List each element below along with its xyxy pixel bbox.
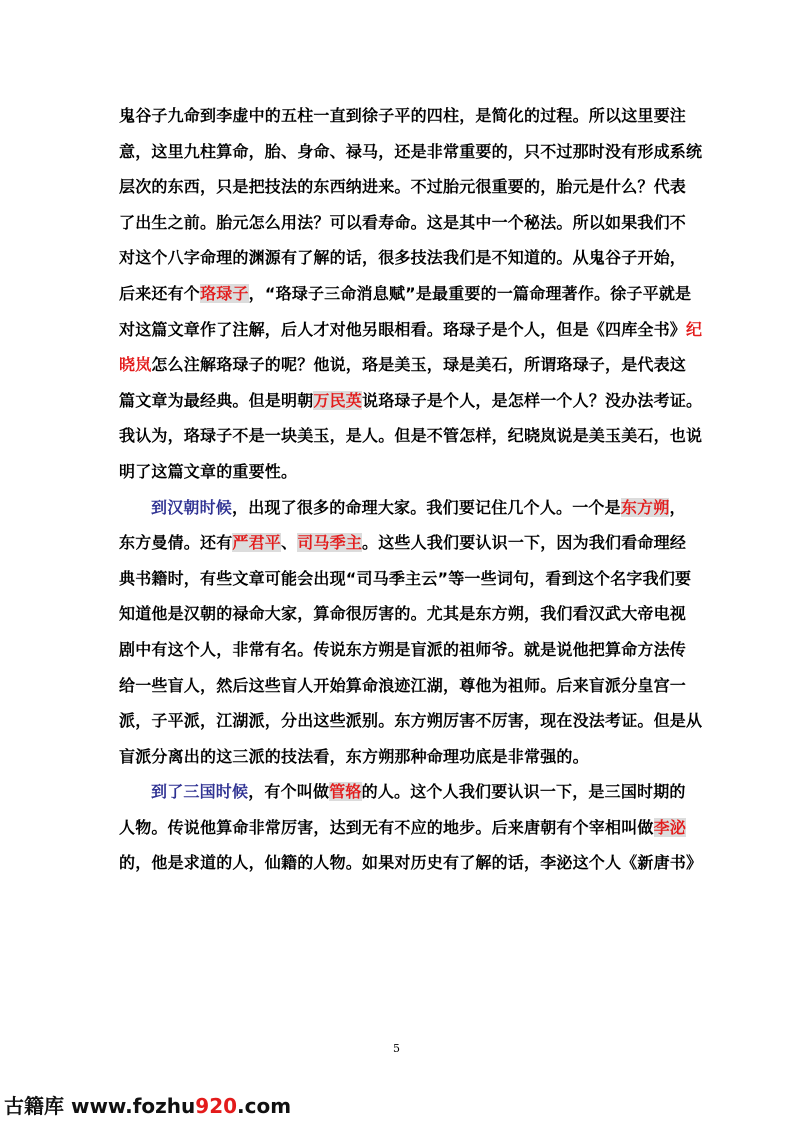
site-url: www.fozhu920.com [70, 1094, 292, 1118]
highlighted-name: 万民英 [313, 390, 363, 410]
text-line [119, 739, 681, 775]
text-segment: 对这个八字命理的渊源有了解的话，很多技法我们是不知道的。从鬼谷子开始， [119, 248, 687, 268]
text-segment: 篇文章为最经典。但是明朝 [119, 390, 314, 410]
text-segment: 意，这里九柱算命，胎、身命、禄马，还是非常重要的，只不过那时没有形成系统 [119, 141, 703, 161]
site-watermark [4, 1090, 291, 1119]
highlighted-name: 管辂 [329, 782, 362, 802]
text-line [119, 347, 687, 383]
text-segment: 的人。这个人我们要认识一下，是三国时期的 [361, 782, 686, 802]
text-line [119, 98, 687, 134]
text-line [119, 169, 687, 205]
text-segment: 后来还有个 [119, 283, 201, 303]
text-segment: 了出生之前。胎元怎么用法？可以看寿命。这是其中一个秘法。所以如果我们不 [119, 212, 687, 232]
body-text [119, 98, 703, 881]
colored-text: 到汉朝时候 [151, 497, 233, 517]
text-segment: 鬼谷子九命到李虚中的五柱一直到徐子平的四柱，是简化的过程。所以这里要注 [119, 106, 687, 125]
text-line [119, 205, 687, 241]
paragraph [119, 490, 703, 775]
paragraph [119, 98, 703, 490]
text-line [119, 490, 686, 526]
highlighted-name: 珞琭子 [200, 283, 249, 303]
text-segment: 剧中有这个人，非常有名。传说东方朔是盲派的祖师爷。就是说他把算命方法传 [119, 639, 687, 659]
text-line [119, 134, 703, 170]
text-segment: 给一些盲人，然后这些盲人开始算命浪迹江湖，尊他为祖师。后来盲派分皇宫一 [119, 675, 687, 695]
text-line [119, 632, 687, 668]
text-segment: 说珞琭子是个人，是怎样一个人？没办法考证。 [362, 390, 703, 410]
paragraph [119, 774, 703, 881]
text-line [119, 561, 692, 597]
text-line [119, 845, 703, 881]
text-line [119, 596, 687, 632]
text-line [119, 276, 692, 312]
colored-text: 纪 [686, 319, 703, 339]
highlighted-name: 严君平 [232, 533, 282, 553]
text-segment: 典书籍时，有些文章可能会出现“司马季主云”等一些词句，看到这个名字我们要 [119, 568, 692, 588]
text-segment: ，“珞琭子三命消息赋”是最重要的一篇命理著作。徐子平就是 [248, 283, 692, 303]
text-line [119, 774, 686, 810]
highlighted-name: 司马季主 [297, 533, 363, 553]
text-segment: ，有个叫做 [248, 782, 330, 802]
text-segment: 盲派分离出的这三派的技法看，东方朔那种命理功底是非常强的。 [119, 746, 589, 766]
text-segment: 、 [281, 533, 298, 553]
text-segment: 东方曼倩。还有 [119, 533, 233, 553]
text-segment: 派，子平派，江湖派，分出这些派别。东方朔厉害不厉害，现在没法考证。但是从 [119, 711, 703, 731]
colored-text: 到了三国时候 [151, 782, 249, 802]
text-line [119, 525, 687, 561]
text-line [119, 418, 703, 454]
text-segment: ，出现了很多的命理大家。我们要记住几个人。一个是 [232, 497, 621, 517]
text-line [119, 703, 703, 739]
highlighted-name: 李泌 [653, 817, 687, 837]
page-number: 5 [393, 1042, 400, 1055]
site-name: 古籍库 [4, 1094, 64, 1118]
text-segment: ， [669, 497, 686, 517]
text-line [119, 454, 681, 490]
text-line [119, 668, 687, 704]
text-segment: 我认为，珞琭子不是一块美玉，是人。但是不管怎样，纪晓岚说是美玉美石，也说 [119, 426, 703, 446]
highlighted-name: 东方朔 [620, 497, 670, 517]
text-line [119, 312, 703, 348]
text-segment: 对这篇文章作了注解，后人才对他另眼相看。珞琭子是个人，但是《四库全书》 [119, 319, 687, 339]
text-segment: 怎么注解珞琭子的呢？他说，珞是美玉，琭是美石，所谓珞琭子，是代表这 [151, 355, 687, 375]
text-segment: 层次的东西，只是把技法的东西纳进来。不过胎元很重要的，胎元是什么？代表 [119, 177, 687, 197]
text-line [119, 383, 703, 419]
text-segment: 的，他是求道的人，仙籍的人物。如果对历史有了解的话，李泌这个人《新唐书》 [119, 853, 703, 873]
text-segment: 。这些人我们要认识一下，因为我们看命理经 [362, 533, 687, 553]
text-segment: 明了这篇文章的重要性。 [119, 461, 298, 481]
text-line [119, 240, 687, 276]
colored-text: 晓岚 [119, 355, 152, 375]
text-segment: 人物。传说他算命非常厉害，达到无有不应的地步。后来唐朝有个宰相叫做 [119, 817, 654, 837]
text-segment: 知道他是汉朝的禄命大家，算命很厉害的。尤其是东方朔，我们看汉武大帝电视 [119, 604, 687, 624]
text-line [119, 810, 687, 846]
